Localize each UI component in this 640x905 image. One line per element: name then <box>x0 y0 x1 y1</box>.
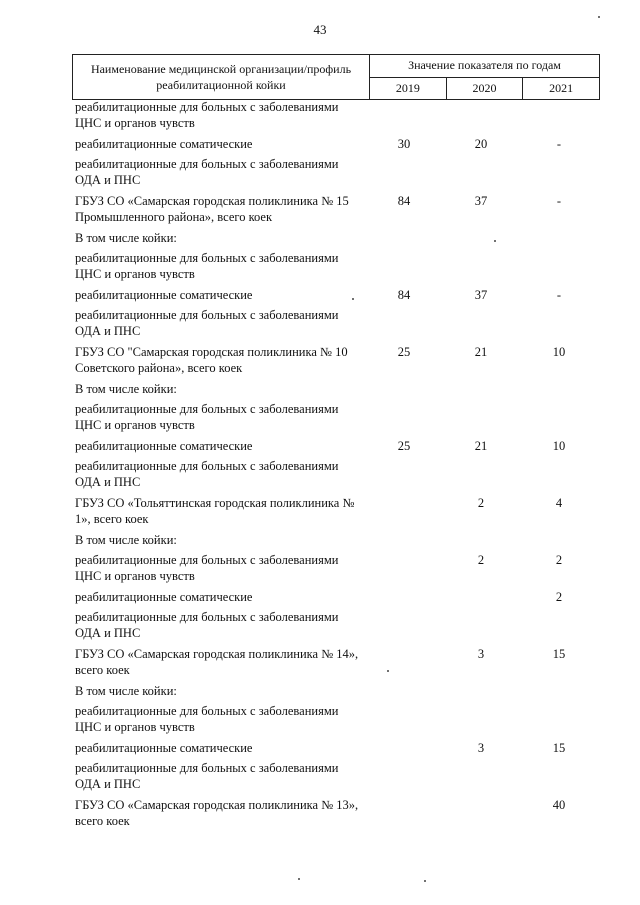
table-body <box>75 99 600 834</box>
table-row <box>75 760 600 797</box>
row-label: реабилитационные для больных с заболеваниями ЦНС и органов чувств <box>75 704 339 734</box>
row-label: реабилитационные для больных с заболеваниями ОДА и ПНС <box>75 157 339 187</box>
column-header-2020: 2020 <box>446 77 523 100</box>
value-2021: 10 <box>552 345 566 359</box>
value-2021: 4 <box>555 496 563 510</box>
row-label: реабилитационные для больных с заболеваниями ОДА и ПНС <box>75 610 339 640</box>
row-label: реабилитационные соматические <box>75 439 253 453</box>
value-2021: - <box>556 194 562 208</box>
page-number: 43 <box>313 22 327 37</box>
table-row <box>75 193 600 230</box>
value-2020: 20 <box>474 137 488 151</box>
value-2021: 15 <box>552 647 566 661</box>
value-2019: 84 <box>397 194 411 208</box>
table-row <box>75 683 600 703</box>
row-label: В том числе койки: <box>75 231 177 245</box>
row-label: В том числе койки: <box>75 533 177 547</box>
row-label: реабилитационные для больных с заболеваниями ОДА и ПНС <box>75 761 339 791</box>
row-label: ГБУЗ СО «Самарская городская поликлиника № 15 Промышленного района», всего коек <box>75 194 349 224</box>
table-row <box>75 287 600 307</box>
row-label: реабилитационные для больных с заболеваниями ЦНС и органов чувств <box>75 100 339 130</box>
value-2020: 2 <box>477 553 485 567</box>
value-2021: 10 <box>552 439 566 453</box>
table-row <box>75 703 600 740</box>
table-row <box>75 230 600 250</box>
value-2021: 40 <box>552 798 566 812</box>
value-2019: 25 <box>397 345 411 359</box>
table-row <box>75 552 600 589</box>
table-row <box>75 609 600 646</box>
table-header <box>72 54 600 100</box>
value-2019: 84 <box>397 288 411 302</box>
value-2020: 37 <box>474 288 488 302</box>
scan-speck <box>494 240 496 242</box>
table-row <box>75 495 600 532</box>
value-2021: 2 <box>555 553 563 567</box>
scan-speck <box>298 878 300 880</box>
value-2020: 3 <box>477 741 485 755</box>
row-label: реабилитационные соматические <box>75 288 253 302</box>
table-row <box>75 250 600 287</box>
value-2019: 25 <box>397 439 411 453</box>
scan-speck <box>352 298 354 300</box>
table-row <box>75 740 600 760</box>
table-row <box>75 307 600 344</box>
row-label: реабилитационные для больных с заболеваниями ЦНС и органов чувств <box>75 251 339 281</box>
value-2020: 3 <box>477 647 485 661</box>
table-row <box>75 381 600 401</box>
table-row <box>75 458 600 495</box>
value-2021: - <box>556 137 562 151</box>
row-label: В том числе койки: <box>75 684 177 698</box>
value-2020: 2 <box>477 496 485 510</box>
column-header-2019: 2019 <box>370 77 447 100</box>
row-label: реабилитационные для больных с заболеваниями ЦНС и органов чувств <box>75 402 339 432</box>
table-row <box>75 136 600 156</box>
table-row <box>75 156 600 193</box>
value-2020: 21 <box>474 439 488 453</box>
value-2020: 37 <box>474 194 488 208</box>
row-label: реабилитационные соматические <box>75 590 253 604</box>
row-label: В том числе койки: <box>75 382 177 396</box>
row-label: реабилитационные для больных с заболеваниями ЦНС и органов чувств <box>75 553 339 583</box>
row-label: реабилитационные соматические <box>75 137 253 151</box>
column-header-2021: 2021 <box>523 77 600 100</box>
table-row <box>75 532 600 552</box>
row-label: реабилитационные для больных с заболеваниями ОДА и ПНС <box>75 308 339 338</box>
table-row <box>75 401 600 438</box>
row-label: реабилитационные соматические <box>75 741 253 755</box>
column-header-years-group: Значение показателя по годам <box>370 55 600 78</box>
value-2021: 15 <box>552 741 566 755</box>
table-row <box>75 589 600 609</box>
row-label: ГБУЗ СО «Самарская городская поликлиника № 14», всего коек <box>75 647 359 677</box>
value-2020: 21 <box>474 345 488 359</box>
scan-speck <box>598 16 600 18</box>
table-row <box>75 646 600 683</box>
scan-speck <box>387 670 389 672</box>
table-row <box>75 797 600 834</box>
row-label: ГБУЗ СО «Тольяттинская городская поликлиника № 1», всего коек <box>75 496 355 526</box>
row-label: ГБУЗ СО "Самарская городская поликлиника № 10 Советского района», всего коек <box>75 345 348 375</box>
value-2019: 30 <box>397 137 411 151</box>
table-row <box>75 99 600 136</box>
row-label: ГБУЗ СО «Самарская городская поликлиника № 13», всего коек <box>75 798 359 828</box>
table-row <box>75 438 600 458</box>
value-2021: 2 <box>555 590 563 604</box>
row-label: реабилитационные для больных с заболеваниями ОДА и ПНС <box>75 459 339 489</box>
scan-speck <box>424 880 426 882</box>
table-row <box>75 344 600 381</box>
value-2021: - <box>556 288 562 302</box>
column-header-name: Наименование медицинской организации/профиль реабилитационной койки <box>73 55 370 100</box>
